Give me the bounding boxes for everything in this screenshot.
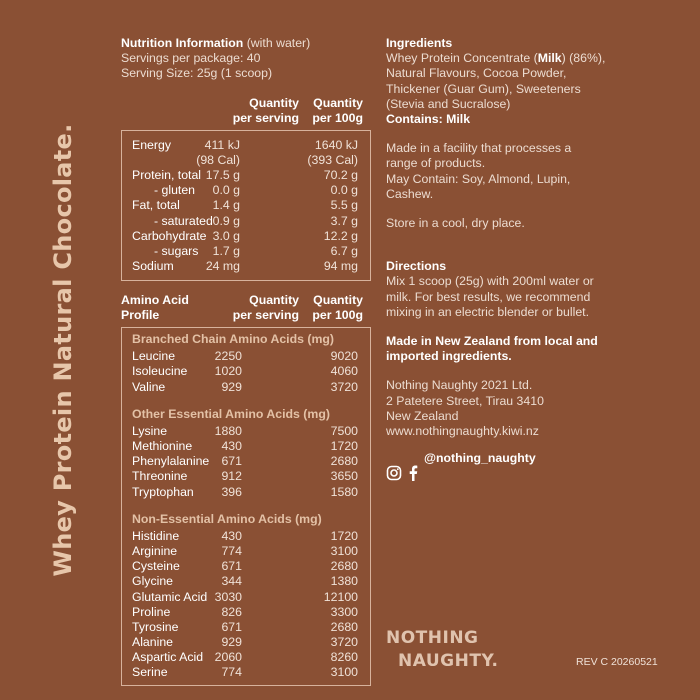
amino-per-100g: 7500 <box>330 423 358 438</box>
amino-per-serving: 430 <box>221 439 242 454</box>
nutrition-row <box>132 198 362 213</box>
contains-milk: Contains: Milk <box>386 112 471 127</box>
nutrition-row <box>132 259 362 274</box>
nutrition-heading <box>121 36 371 51</box>
amino-column-headers <box>121 293 371 327</box>
amino-label: Glutamic Acid <box>132 589 208 604</box>
amino-per-100g: 8260 <box>330 650 358 665</box>
amino-per-serving: 929 <box>221 635 242 650</box>
nutrient-per-100g: 3.7 g <box>330 213 358 228</box>
group-spacer <box>132 500 362 512</box>
nutrition-row <box>132 214 362 229</box>
nutrient-per-100g: 12.2 g <box>323 228 358 243</box>
amino-row <box>132 590 362 605</box>
amino-per-serving: 2250 <box>214 349 242 364</box>
amino-per-serving: 344 <box>221 574 242 589</box>
amino-per-serving: 826 <box>221 604 242 619</box>
company-info <box>386 378 606 439</box>
company-street: 2 Patetere Street, Tirau 3410 <box>386 393 544 408</box>
storage-note: Store in a cool, dry place. <box>386 216 525 231</box>
nutrient-per-100g: 6.7 g <box>330 243 358 258</box>
product-side-title: Whey Protein Natural Chocolate. <box>49 123 77 577</box>
nutrient-label: Protein, total <box>132 167 202 182</box>
amino-row <box>132 665 362 680</box>
amino-row <box>132 620 362 635</box>
ingredients-text: Whey Protein Concentrate (Milk) (86%), Natural Flavours, Cocoa Powder, Thickener (Guar Gum), Sweeteners (Stevia and Sucralose) <box>386 51 606 111</box>
amino-row <box>132 650 362 665</box>
amino-per-100g: 3100 <box>330 665 358 680</box>
amino-per-serving: 671 <box>221 559 242 574</box>
amino-per-100g: 4060 <box>330 364 358 379</box>
amino-per-100g: 2680 <box>330 559 358 574</box>
allergen-note: Made in a facility that processes a range of products. <box>386 141 572 171</box>
amino-per-serving: 1880 <box>214 423 242 438</box>
amino-row <box>132 469 362 484</box>
social-handle[interactable]: @nothing_naughty <box>424 451 536 466</box>
amino-label: Phenylalanine <box>132 454 210 469</box>
amino-title-line1: Amino Acid <box>121 293 189 308</box>
amino-label: Isoleucine <box>132 364 188 379</box>
nutrient-per-100g: 0.0 g <box>330 183 358 198</box>
nutrient-label: Energy <box>132 137 171 152</box>
amino-col-per-serving-header <box>225 293 299 323</box>
amino-row <box>132 439 362 454</box>
nutrition-column-headers <box>121 96 371 130</box>
nutrition-table <box>121 130 371 282</box>
amino-row <box>132 364 362 379</box>
company-website[interactable]: www.nothingnaughty.kiwi.nz <box>386 424 539 439</box>
facebook-icon[interactable] <box>408 465 418 485</box>
amino-per-serving: 671 <box>221 619 242 634</box>
nutrient-per-serving: 1.7 g <box>212 243 240 258</box>
nutrition-row <box>132 153 362 168</box>
may-contain: May Contain: Soy, Almond, Lupin, Cashew. <box>386 171 571 201</box>
amino-label: Tryptophan <box>132 484 194 499</box>
amino-group-title: Branched Chain Amino Acids (mg) <box>132 332 335 347</box>
amino-label: Lysine <box>132 423 168 438</box>
amino-label: Serine <box>132 665 168 680</box>
nutrient-per-serving: 24 mg <box>205 259 240 274</box>
amino-per-100g: 3720 <box>330 379 358 394</box>
amino-col2-line1: Quantity <box>313 293 363 308</box>
nutrient-per-serving: 3.0 g <box>212 228 240 243</box>
amino-per-100g: 1720 <box>330 528 358 543</box>
nutrient-per-serving: (98 Cal) <box>196 152 240 167</box>
amino-per-serving: 1020 <box>214 364 242 379</box>
amino-per-100g: 3300 <box>330 604 358 619</box>
nutrition-row <box>132 183 362 198</box>
ingredients-text-start: Whey Protein Concentrate <box>386 51 531 66</box>
nutrient-per-serving: 411 kJ <box>204 137 240 152</box>
amino-row <box>132 544 362 559</box>
amino-label: Arginine <box>132 543 178 558</box>
amino-row <box>132 349 362 364</box>
nutrient-label: - gluten <box>154 183 196 198</box>
directions-title: Directions <box>386 259 447 274</box>
amino-label: Alanine <box>132 635 174 650</box>
directions-text: Mix 1 scoop (25g) with 200ml water or milk. For best results, we recommend mixing in an electric blender or bullet. <box>386 274 594 319</box>
amino-per-100g: 12100 <box>323 589 358 604</box>
amino-per-serving: 912 <box>221 469 242 484</box>
amino-label: Glycine <box>132 574 174 589</box>
amino-per-100g: 1580 <box>330 484 358 499</box>
made-in-new-zealand: Made in New Zealand from local and imported ingredients. <box>386 334 598 364</box>
revision-code: REV C 20260521 <box>576 656 658 668</box>
brand-logo-line1: NOTHING <box>386 628 479 648</box>
company-country: New Zealand <box>386 408 459 423</box>
amino-per-100g: 2680 <box>330 454 358 469</box>
amino-row <box>132 574 362 589</box>
nutrient-label: Fat, total <box>132 198 180 213</box>
amino-label: Tyrosine <box>132 619 179 634</box>
amino-col2-line2: per 100g <box>312 308 363 323</box>
nutrition-row <box>132 138 362 153</box>
nutrition-row <box>132 244 362 259</box>
nutrient-label: Sodium <box>132 259 174 274</box>
amino-group-title: Other Essential Amino Acids (mg) <box>132 406 330 421</box>
amino-per-serving: 396 <box>221 484 242 499</box>
amino-table <box>121 327 371 685</box>
amino-per-100g: 1380 <box>330 574 358 589</box>
amino-row <box>132 485 362 500</box>
amino-per-100g: 3650 <box>330 469 358 484</box>
amino-per-100g: 1720 <box>330 439 358 454</box>
amino-per-serving: 430 <box>221 528 242 543</box>
amino-per-100g: 3100 <box>330 543 358 558</box>
company-name: Nothing Naughty 2021 Ltd. <box>386 378 533 393</box>
servings-per-package: Servings per package: 40 <box>121 51 261 66</box>
amino-per-serving: 774 <box>221 665 242 680</box>
ingredients-title: Ingredients <box>386 36 453 50</box>
amino-row <box>132 424 362 439</box>
nutrient-per-serving: 0.9 g <box>212 213 240 228</box>
amino-per-serving: 2060 <box>214 650 242 665</box>
nutrient-per-serving: 1.4 g <box>212 198 240 213</box>
nutrient-label: - saturated <box>154 213 213 228</box>
amino-col1-line1: Quantity <box>249 293 299 308</box>
amino-label: Threonine <box>132 469 188 484</box>
nutrient-per-100g: 1640 kJ <box>314 137 358 152</box>
amino-col1-line2: per serving <box>232 308 299 323</box>
brand-logo <box>386 627 498 673</box>
amino-label: Methionine <box>132 439 193 454</box>
amino-row <box>132 529 362 544</box>
amino-col-per-100g-header <box>307 293 363 323</box>
group-spacer <box>132 395 362 407</box>
amino-label: Aspartic Acid <box>132 650 204 665</box>
amino-title-line2: Profile <box>121 308 160 323</box>
amino-per-serving: 671 <box>221 454 242 469</box>
nutrition-title-suffix: (with water) <box>246 36 311 50</box>
ingredients-text-end: (86%), Natural Flavours, Cocoa Powder, Thickener (Guar Gum), Sweeteners (Stevia and Sucralose) <box>386 51 606 111</box>
amino-per-100g: 9020 <box>330 349 358 364</box>
col-per-100g-line1: Quantity <box>313 95 363 110</box>
col-per-serving-line2: per serving <box>232 110 299 125</box>
serving-size: Serving Size: 25g (1 scoop) <box>121 66 273 81</box>
nutrition-title: Nutrition Information <box>121 36 244 50</box>
amino-row <box>132 454 362 469</box>
nutrient-per-100g: 94 mg <box>323 259 358 274</box>
brand-logo-line2: NAUGHTY. <box>398 651 499 671</box>
nutrition-row <box>132 229 362 244</box>
amino-row <box>132 635 362 650</box>
amino-label: Valine <box>132 379 166 394</box>
amino-label: Cysteine <box>132 559 180 574</box>
amino-per-serving: 929 <box>221 379 242 394</box>
nutrient-per-100g: 70.2 g <box>323 167 358 182</box>
amino-per-serving: 3030 <box>214 589 242 604</box>
col-per-serving-line1: Quantity <box>249 95 299 110</box>
nutrition-row <box>132 168 362 183</box>
amino-per-100g: 2680 <box>330 619 358 634</box>
nutrition-column <box>121 36 371 686</box>
instagram-icon[interactable] <box>386 465 402 485</box>
ingredients-milk: Milk <box>537 51 562 66</box>
amino-row <box>132 605 362 620</box>
social-icons <box>386 465 418 485</box>
amino-label: Proline <box>132 604 171 619</box>
col-per-serving-header <box>225 96 299 126</box>
nutrient-label: Carbohydrate <box>132 228 207 243</box>
amino-label: Histidine <box>132 528 180 543</box>
col-per-100g-header <box>307 96 363 126</box>
amino-row <box>132 380 362 395</box>
product-side-title-wrap <box>38 110 88 590</box>
info-column <box>386 36 606 483</box>
amino-per-100g: 3720 <box>330 635 358 650</box>
nutrient-per-serving: 17.5 g <box>205 167 240 182</box>
amino-label: Leucine <box>132 349 176 364</box>
amino-row <box>132 559 362 574</box>
social-links <box>386 451 606 483</box>
nutrient-per-100g: (393 Cal) <box>307 152 358 167</box>
amino-per-serving: 774 <box>221 543 242 558</box>
amino-title <box>121 293 189 323</box>
nutrient-per-serving: 0.0 g <box>212 183 240 198</box>
nutrient-per-100g: 5.5 g <box>330 198 358 213</box>
amino-group-title: Non-Essential Amino Acids (mg) <box>132 511 322 526</box>
col-per-100g-line2: per 100g <box>312 110 363 125</box>
nutrient-label: - sugars <box>154 243 199 258</box>
